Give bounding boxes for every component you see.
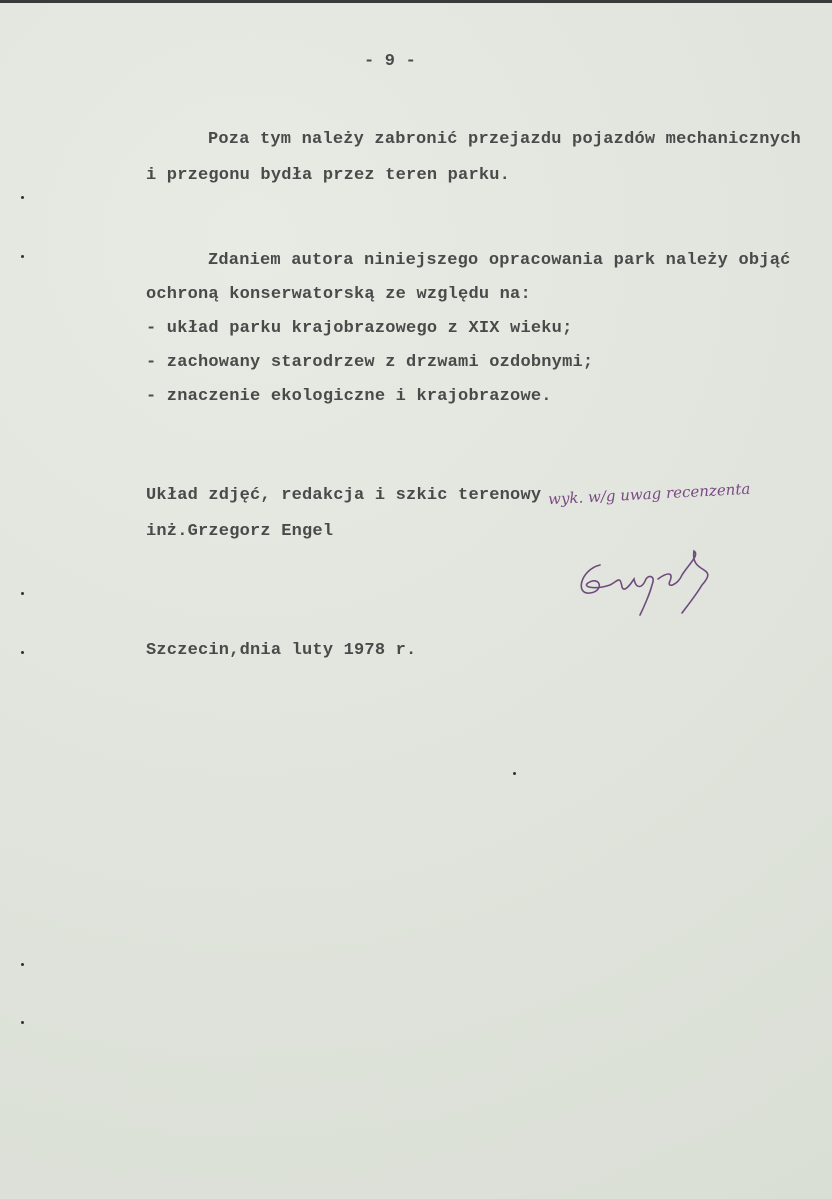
paragraph-2-line-2: ochroną konserwatorską ze względu na: <box>146 285 531 304</box>
scan-edge <box>0 0 832 3</box>
scan-dot <box>21 255 24 258</box>
credits-line: Układ zdjęć, redakcja i szkic terenowy <box>146 486 542 505</box>
scan-dot <box>21 963 24 966</box>
scan-dot <box>21 196 24 199</box>
author-name: inż.Grzegorz Engel <box>146 522 334 541</box>
paragraph-2-line-1: Zdaniem autora niniejszego opracowania park należy objąć <box>208 251 791 270</box>
scan-dot <box>513 772 516 775</box>
place-date: Szczecin,dnia luty 1978 r. <box>146 641 417 660</box>
bullet-item: - zachowany starodrzew z drzwami ozdobnymi; <box>146 353 594 372</box>
page-number: - 9 - <box>364 52 417 71</box>
bullet-item: - znaczenie ekologiczne i krajobrazowe. <box>146 387 552 406</box>
bullet-item: - układ parku krajobrazowego z XIX wieku; <box>146 319 573 338</box>
scan-dot <box>21 1021 24 1024</box>
handwritten-note: wyk. w/g uwag recenzenta <box>547 479 751 509</box>
scan-dot <box>21 651 24 654</box>
scan-dot <box>21 592 24 595</box>
signature <box>570 545 740 620</box>
paragraph-1-line-1: Poza tym należy zabronić przejazdu pojazdów mechanicznych <box>208 130 801 149</box>
paragraph-1-line-2: i przegonu bydła przez teren parku. <box>146 166 511 185</box>
